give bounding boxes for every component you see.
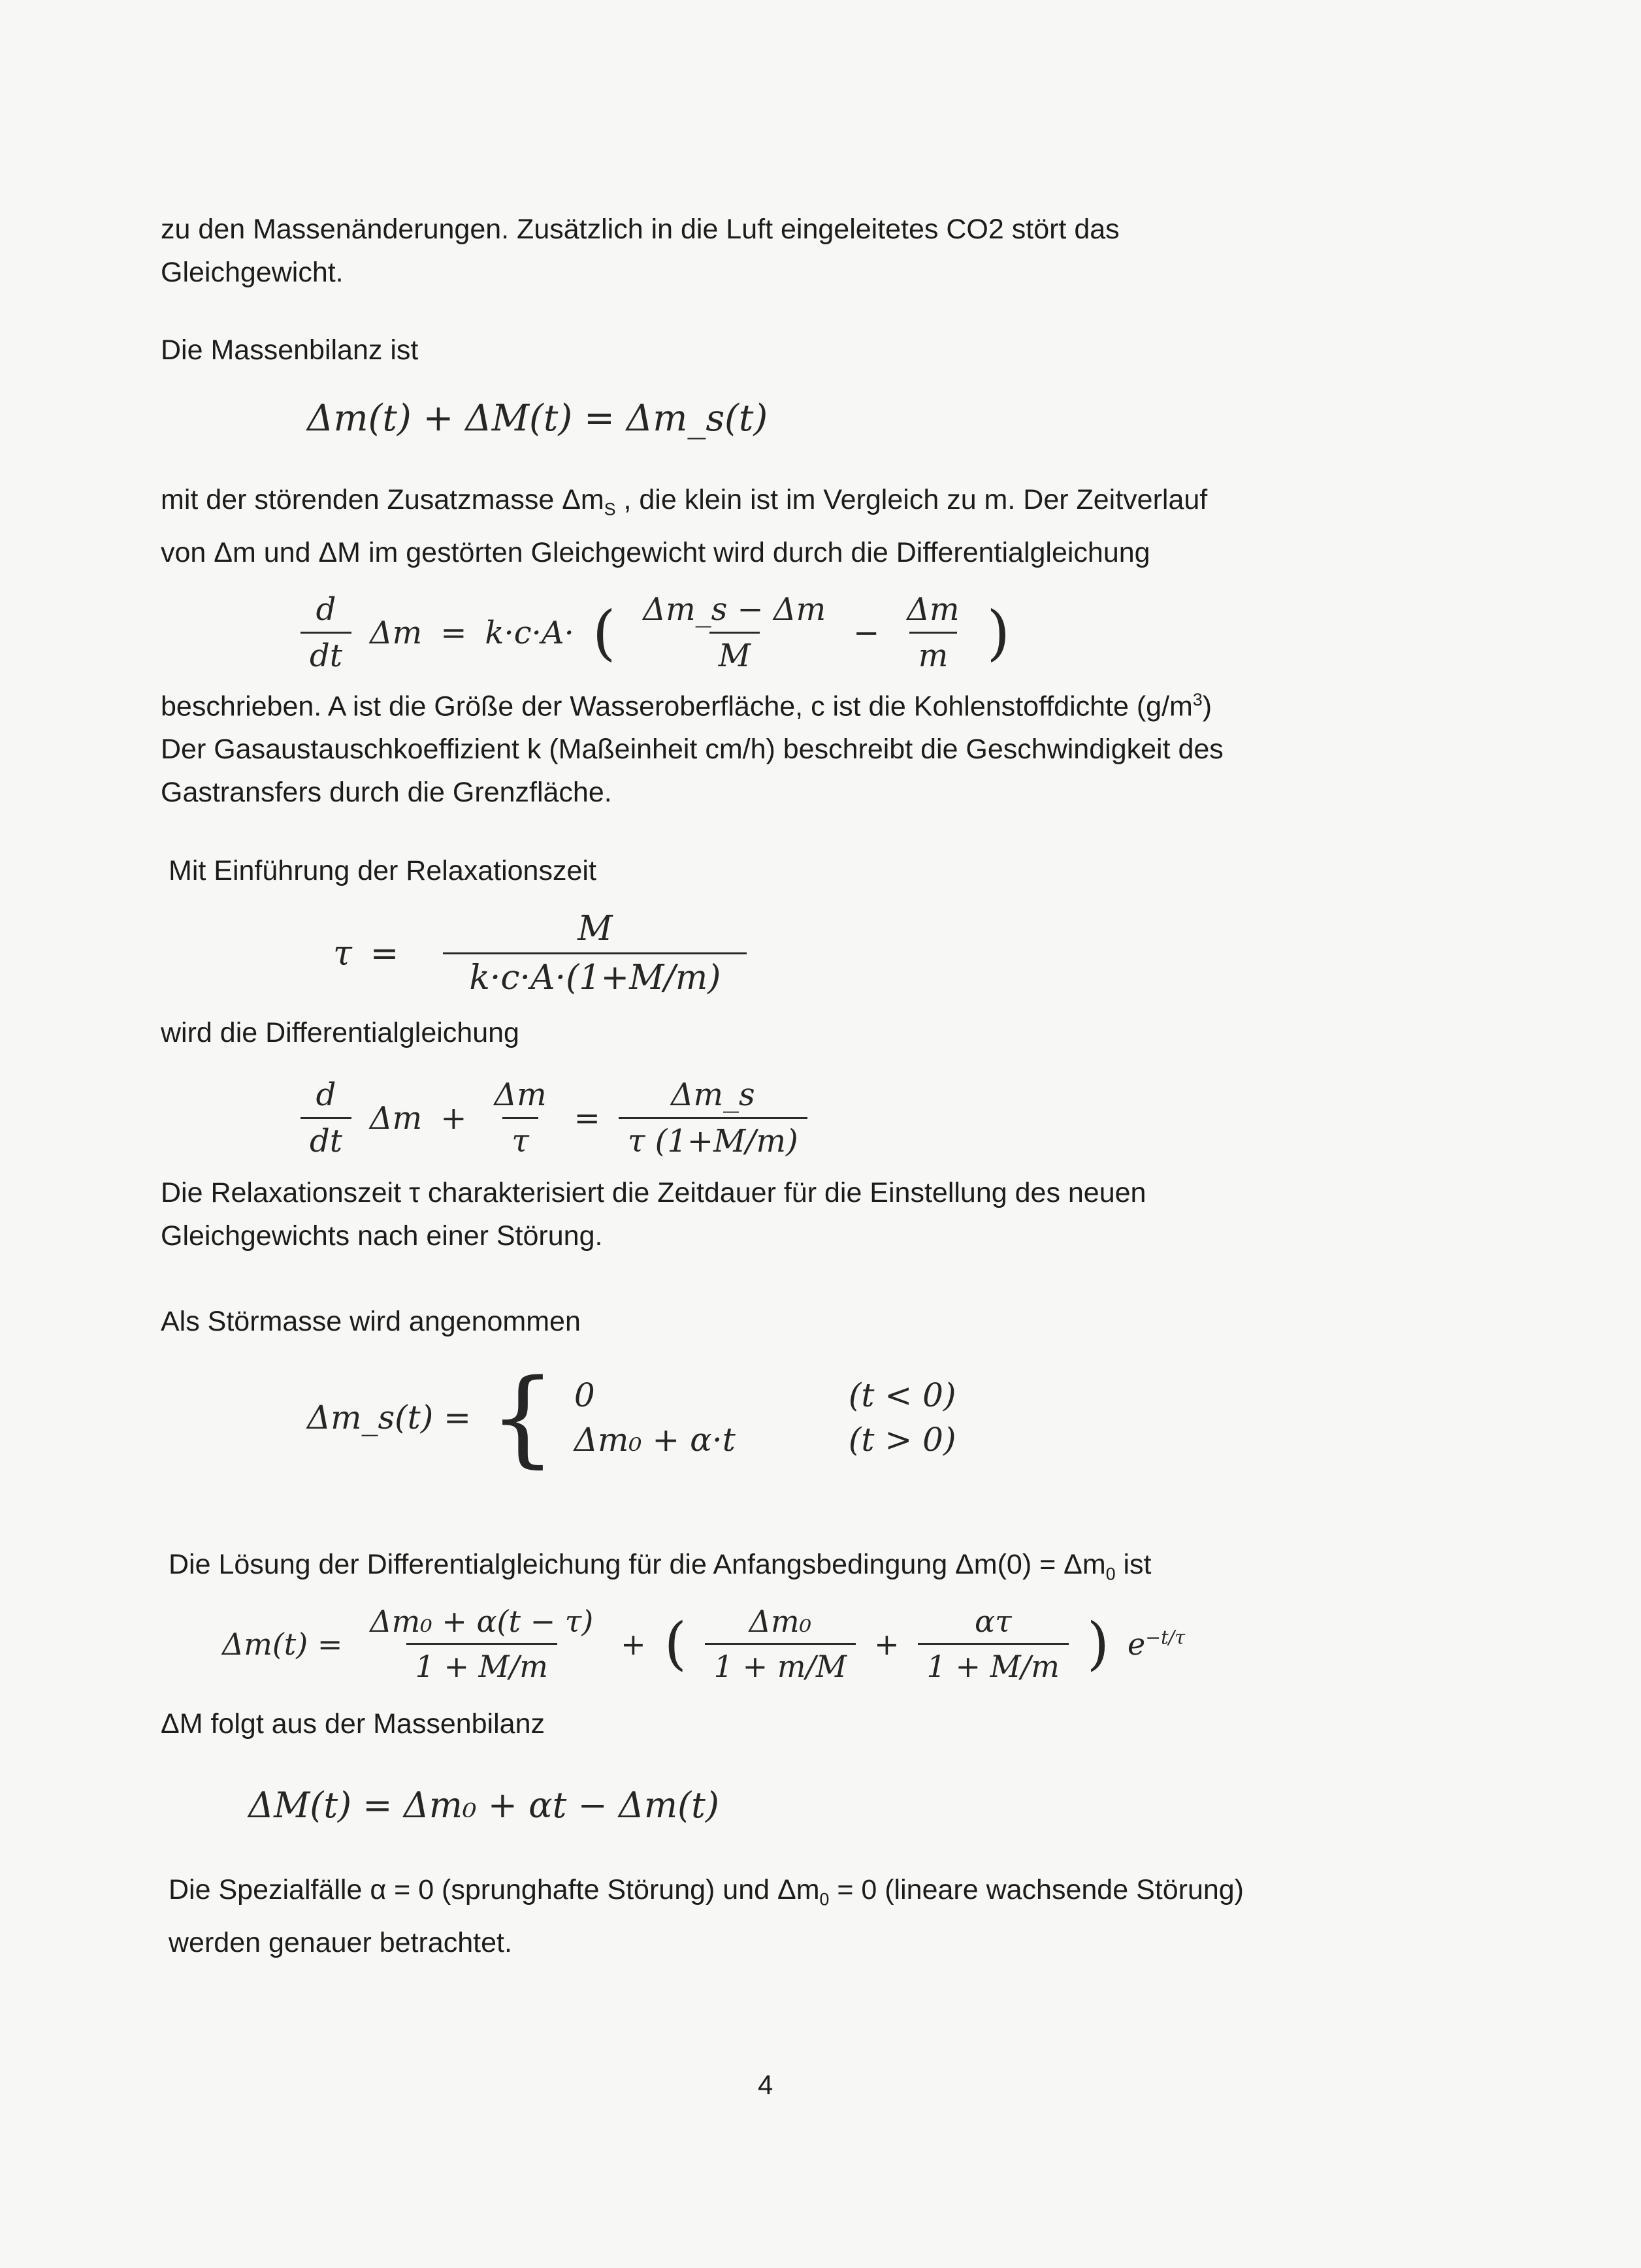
paragraph-disturbance-intro — [161, 1300, 1467, 1343]
text-line: wird die Differentialgleichung — [161, 1017, 519, 1048]
text-line: Als Störmasse wird angenommen — [161, 1306, 581, 1337]
paragraph-solution-intro — [169, 1543, 1475, 1596]
fraction-solution-3: $\frac{\alpha\tau}{1 + M/m}$ — [918, 1604, 1069, 1684]
text-line: werden genauer betrachtet. — [169, 1926, 512, 1958]
text-line: von Δm und ΔM im gestörten Gleichgewicht wird durch die Differentialgleichung — [161, 536, 1150, 568]
text-line: mit der störenden Zusatzmasse $\Delta m_S$ , die klein ist im Vergleich zu m. Der Zeitverlauf — [161, 484, 1208, 519]
text-line: Die Massenbilanz ist — [161, 334, 419, 366]
equation-big-m — [248, 1785, 719, 1826]
fraction-d-dt: $\frac{d}{dt}$ — [301, 591, 351, 674]
equation-solution: Δm(t) = $\frac{\text{Δm₀ + α(t − τ)}}{1 + M/m}$ + ( $\frac{\text{Δm₀}}{1 + m/M}$ + $\frac{\alpha\tau}{1 + M/m}$ ) $e^{-t/\tau}$ — [222, 1604, 1185, 1684]
paragraph-special-cases — [169, 1868, 1475, 1964]
text-line: Gleichgewichts nach einer Störung. — [161, 1220, 603, 1252]
fraction-d-dt: $\frac{d}{dt}$ — [301, 1077, 351, 1159]
text-line: Der Gasaustauschkoeffizient k (Maßeinheit cm/h) beschreibt die Geschwindigkeit des — [161, 734, 1224, 766]
page-number: 4 — [758, 2069, 773, 2100]
paragraph-diff-eq-becomes — [161, 1011, 1467, 1054]
fraction-solution-1: $\frac{\text{Δm₀ + α(t − τ)}}{1 + M/m}$ — [370, 1604, 594, 1684]
fraction-rhs: $\frac{\Delta m\_s}{\tau (1+M/m)}$ — [619, 1077, 807, 1159]
paragraph-relaxation-intro — [169, 849, 1475, 892]
equation-text: Δm(t) + ΔM(t) = Δm_s(t) — [307, 397, 768, 440]
fraction-tau: $\frac{M}{k\cdot c\cdot A\cdot(1+M/m)}$ — [443, 909, 747, 997]
text-line: zu den Massenänderungen. Zusätzlich in die Luft eingeleitetes CO2 stört das — [161, 214, 1120, 245]
equation-relaxation-form: $\frac{d}{dt}$ Δm + $\frac{\Delta m}{\tau}$ = $\frac{\Delta m\_s}{\tau (1+M/m)}$ — [301, 1077, 807, 1159]
fraction-first: $\frac{\Delta m\_s - \Delta m}{M}$ — [643, 591, 826, 674]
paragraph-disturbing-mass — [161, 478, 1467, 574]
text-line: Gleichgewicht. — [161, 257, 344, 288]
fraction-solution-2: $\frac{\text{Δm₀}}{1 + m/M}$ — [705, 1604, 856, 1684]
text-line: Die Spezialfälle α = 0 (sprunghafte Störung) und $\Delta m_0 = 0$ (lineare wachsende Störung) — [169, 1874, 1244, 1909]
text-line: Mit Einführung der Relaxationszeit — [169, 855, 596, 886]
text-line: ΔM folgt aus der Massenbilanz — [161, 1708, 545, 1740]
equation-differential: $\frac{d}{dt}$ Δm = k·c·A· ( $\frac{\Delta m\_s - \Delta m}{M}$ − $\frac{\Delta m}{m}$ ) — [301, 591, 1010, 674]
paragraph-intro — [161, 208, 1467, 294]
equation-tau: τ = $\frac{M}{k\cdot c\cdot A\cdot(1+M/m)}$ — [333, 909, 747, 997]
text-line: Die Lösung der Differentialgleichung für die Anfangsbedingung $\Delta m(0) = \Delta m_0$ ist — [169, 1549, 1152, 1584]
paragraph-mass-balance-intro — [161, 329, 1467, 372]
fraction-second: $\frac{\Delta m}{m}$ — [907, 591, 960, 674]
text-line: beschrieben. A ist die Größe der Wasseroberfläche, c ist die Kohlenstoffdichte $(g/m^3)$ — [161, 690, 1212, 722]
paragraph-big-m-intro — [161, 1702, 1467, 1745]
cases: 0 (t < 0) Δm₀ + α·t (t > 0) — [574, 1376, 956, 1459]
equation-mass-balance — [307, 397, 768, 440]
equation-text: ΔM(t) = Δm₀ + αt − Δm(t) — [248, 1785, 719, 1826]
equation-disturbance: Δm_s(t) = { 0 (t < 0) Δm₀ + α·t (t > 0) — [307, 1356, 956, 1478]
paragraph-definitions — [161, 678, 1467, 814]
text-line: Die Relaxationszeit τ charakterisiert die Zeitdauer für die Einstellung des neuen — [161, 1177, 1146, 1208]
paragraph-relaxation-meaning — [161, 1171, 1467, 1257]
text-line: Gastransfers durch die Grenzfläche. — [161, 777, 612, 809]
fraction-dm-tau: $\frac{\Delta m}{\tau}$ — [494, 1077, 547, 1159]
